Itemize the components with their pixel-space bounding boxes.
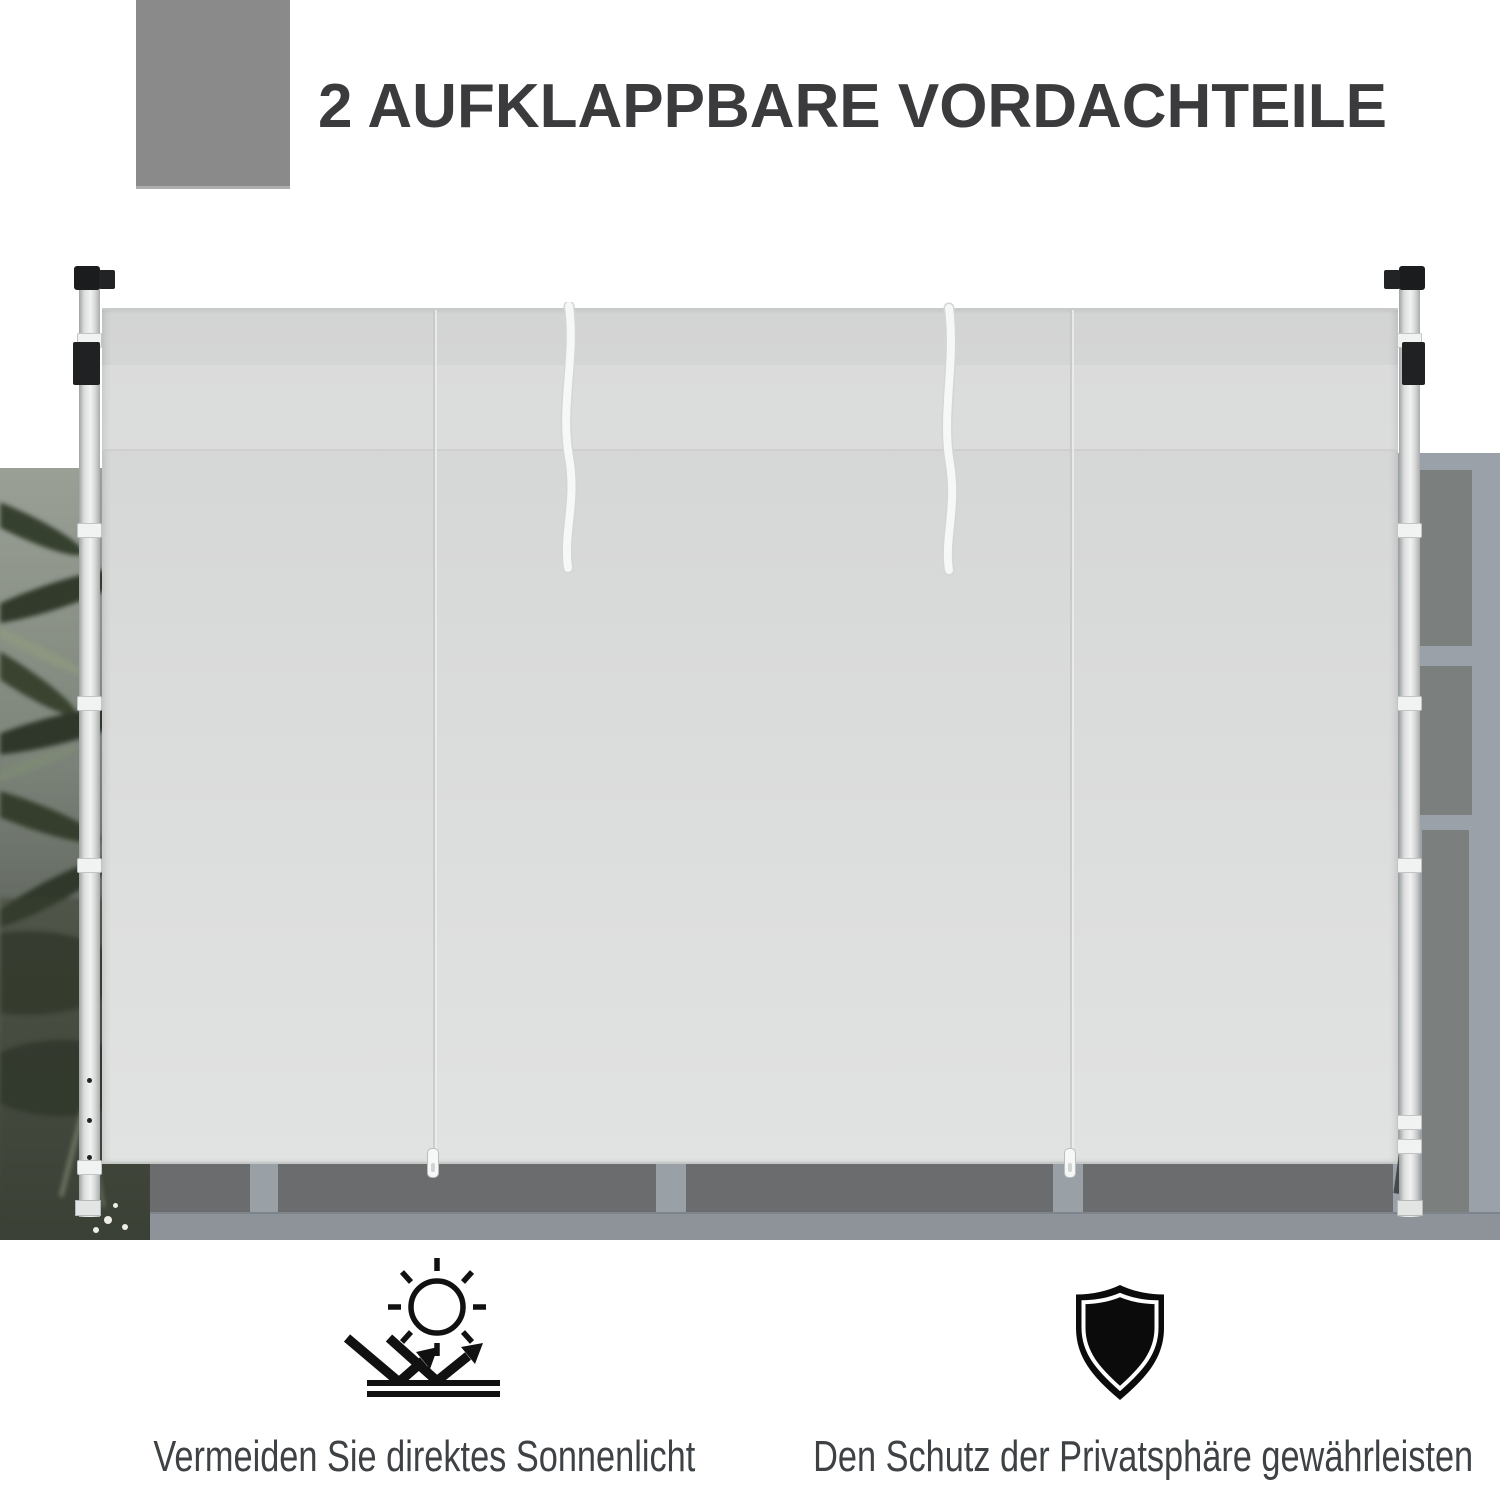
right-pole-foot — [1397, 1200, 1423, 1216]
shield-icon — [1072, 1284, 1168, 1402]
accent-block — [136, 0, 290, 189]
tie-cords — [540, 302, 980, 587]
left-pole — [79, 287, 100, 1217]
page-title: 2 AUFKLAPPBARE VORDACHTEILE — [318, 72, 1387, 141]
pole-collar — [77, 523, 102, 538]
feature-caption-text: Vermeiden Sie direktes Sonnenlicht — [153, 1432, 695, 1481]
right-cap-knob — [1384, 270, 1400, 289]
feature-caption — [24, 1432, 824, 1482]
flower-dot — [122, 1224, 128, 1230]
zipper-pull — [1064, 1148, 1076, 1178]
right-pole-clamp — [1402, 342, 1425, 385]
wall-opening — [1414, 666, 1472, 815]
fence-bottom-rail — [0, 1212, 1500, 1240]
flower-dot — [93, 1227, 99, 1233]
pole-collar — [77, 1160, 102, 1175]
sun-icon-wrap — [24, 1253, 824, 1408]
sun-reflection-icon — [339, 1253, 509, 1403]
pole-collar — [77, 696, 102, 711]
left-cap-knob — [99, 270, 115, 289]
left-pole-cap — [74, 266, 100, 290]
pole-collar — [1397, 1139, 1422, 1154]
pole-collar — [1397, 523, 1422, 538]
adjustment-hole — [87, 1118, 92, 1123]
adjustment-hole — [87, 1078, 92, 1083]
zipper-track — [435, 310, 437, 1162]
wall-opening — [1414, 470, 1472, 646]
pole-collar — [1397, 1115, 1422, 1130]
pole-collar — [1397, 696, 1422, 711]
left-pole-foot — [75, 1200, 101, 1216]
adjustment-hole — [87, 1155, 92, 1160]
feature-privacy — [720, 1248, 1500, 1500]
pole-collar — [1397, 858, 1422, 873]
flower-dot — [104, 1216, 112, 1224]
shield-icon-wrap — [720, 1284, 1500, 1407]
wall-opening — [1422, 830, 1469, 1212]
flower-dot — [113, 1203, 118, 1208]
feature-caption-text: Den Schutz der Privatsphäre gewährleisten — [813, 1432, 1474, 1481]
pole-collar — [77, 858, 102, 873]
zipper-track — [1072, 310, 1074, 1162]
left-pole-clamp — [73, 342, 100, 385]
feature-caption — [720, 1432, 1500, 1482]
zipper-pull — [427, 1148, 439, 1178]
feature-sunlight — [24, 1248, 824, 1500]
right-pole — [1399, 287, 1420, 1217]
right-pole-cap — [1399, 266, 1425, 290]
